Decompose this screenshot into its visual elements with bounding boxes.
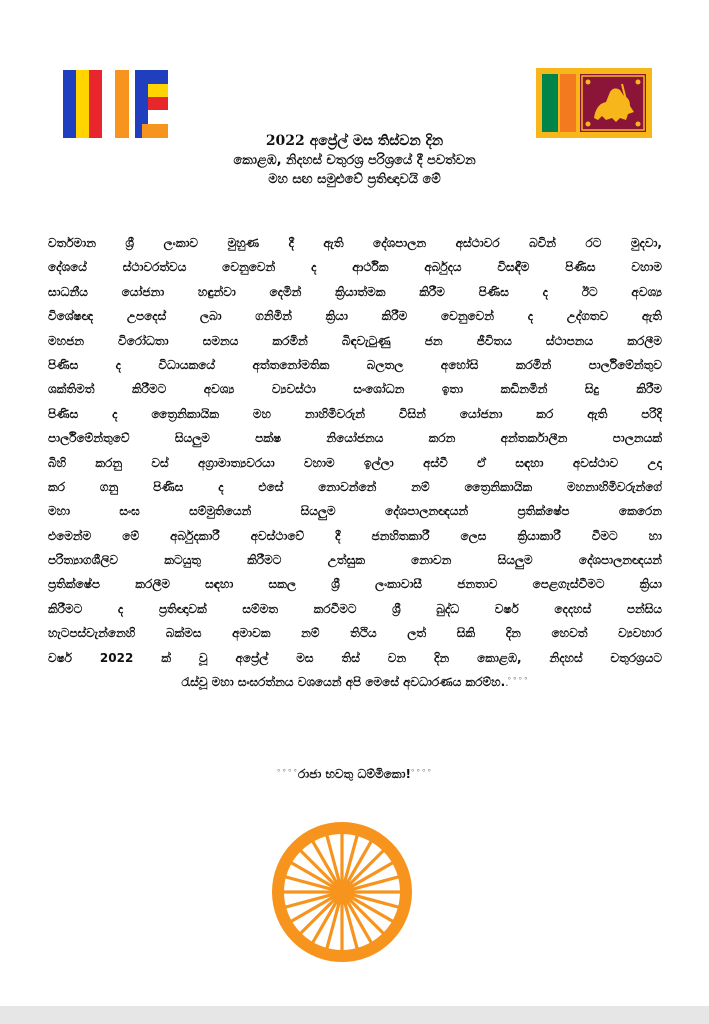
dharma-chakra-icon (271, 821, 413, 963)
body-line: බිහි කරනු වස් අග්‍රාමාත්‍යවරයා වහාම ඉල්ලා අස්වී ඒ සඳහා අවස්ථාව උදා (48, 455, 662, 470)
body-line: ශක්තිමත් කිරීමට අවශ්‍ය ව්‍යවස්ථා සංශෝධන ඉතා කඩිනමින් සිදු කිරීම (48, 382, 662, 397)
body-line: විශේෂඥ උපදෙස් ලබා ගනිමින් ක්‍රියා කිරීම වෙනුවෙන් ද උද්ගතව ඇති (48, 309, 662, 324)
body-line: වර්ෂ 2022 ක් වූ අප්‍රේල් මස තිස් වන දින කොළඹ, නිදහස් චතුරශ්‍රයට (48, 650, 662, 665)
document-heading (100, 132, 609, 189)
flourish-left: ﾟﾟﾟﾟ (277, 768, 299, 781)
buddhist-flag-tail (135, 70, 168, 138)
body-line: එමෙන්ම මේ අර්බුදකාරී අවස්ථාවේ දී ජනහිතකාරී ලෙස ක්‍රියාකාරී වීමට හා (48, 528, 662, 543)
heading-line-3: මහ සඟ සමුළුවේ ප්‍රතිඥාවයි මේ (268, 172, 441, 187)
body-line: සාධනීය යෝජනා හඳුන්වා දෙමින් ක්‍රියාත්මක කිරීම පිණිස ද ඊට අවශ්‍ය (48, 284, 662, 299)
body-line: මහා සංඝ සම්මුතියෙන් සියලුම දේශපාලනඥයන් ප්‍රතික්ෂේප කෙරෙන (48, 504, 662, 519)
buddhist-flag-icon (63, 70, 168, 138)
body-line: කර ගනු පිණිස ද එසේ නොවන්නේ නම් ත්‍රෛනිකායික මහනාහිමිවරුන්ගේ (48, 479, 662, 494)
resolution-body (48, 231, 662, 694)
body-line: පාර්ලිමේන්තුවේ සියලුම පක්ෂ නියෝජනය කරන අන්තර්කාලීන පාලනයක් (48, 431, 662, 446)
bottom-band (0, 1006, 709, 1024)
body-line: වර්තමාන ශ්‍රී ලංකාව මුහුණ දී ඇති දේශපාලන අස්ථාවර බවින් රට මුදවා, (48, 236, 662, 250)
heading-line-1: 2022 අප්‍රේල් මස තිස්වන දින (265, 133, 444, 149)
heading-line-2: කොළඹ, නිදහස් චතුරශ්‍ර පරිශ්‍රයේ දී පවත්වන (233, 153, 476, 168)
closing-blessing (200, 764, 509, 785)
closing-text: රාජා භවතු ධම්මිකො! (298, 767, 411, 781)
body-line: පිණිස ද විධායකයේ අත්තනෝමතික බලතල අහෝසි කරමින් පාර්ලිමේන්තුව (48, 357, 662, 372)
sri-lanka-flag-icon (536, 68, 652, 138)
body-line: ප්‍රතික්ෂේප කරලීම සඳහා සකල ශ්‍රී ලංකාවාසී ජනතාව පෙළගැස්වීමට ක්‍රියා (48, 577, 662, 592)
body-line: කිරීමට ද ප්‍රතිඥාවක් සම්මත කරවීමට ශ්‍රී බුද්ධ වර්ෂ දෙදහස් පන්සිය (48, 601, 662, 616)
body-line-last (48, 670, 662, 694)
flourish-right: ﾟﾟﾟﾟ (410, 768, 432, 781)
lion-emblem-icon (580, 74, 646, 132)
body-line-last-text: රැස්වූ මහා සංඝරත්නය වශයෙන් අපි මෙසේ අවධාරණය කරම්හ. (181, 675, 506, 690)
body-line: හැටපස්වැන්නෙහි බක්මස අමාවක නම් තිථිය ලත් සිකි දින හෙවත් ව්‍යවහාර (48, 626, 662, 641)
body-line: දේශයේ ස්ථාවරත්වය වෙනුවෙන් ද ආර්ථික අර්බුදය විසඳීම පිණිස වහාම (48, 260, 662, 275)
body-line: මහජන විරෝධතා සමනය කරමින් බිඳවැටුණු ජන ජීවිතය ස්ථාපනය කරලීම (48, 333, 662, 348)
body-line: පිණිස ද ත්‍රෛනිකායික මහ නාහිමිවරුන් විසින් යෝජනා කර ඇති පරිදි (48, 406, 662, 421)
flourish-ornament: .ﾟﾟﾟﾟ (505, 676, 529, 690)
body-line: පරිත්‍යාගශීලිව කටයුතු කිරීමට උත්සුක නොවන සියලුම දේශපාලනඥයන් (48, 553, 662, 568)
